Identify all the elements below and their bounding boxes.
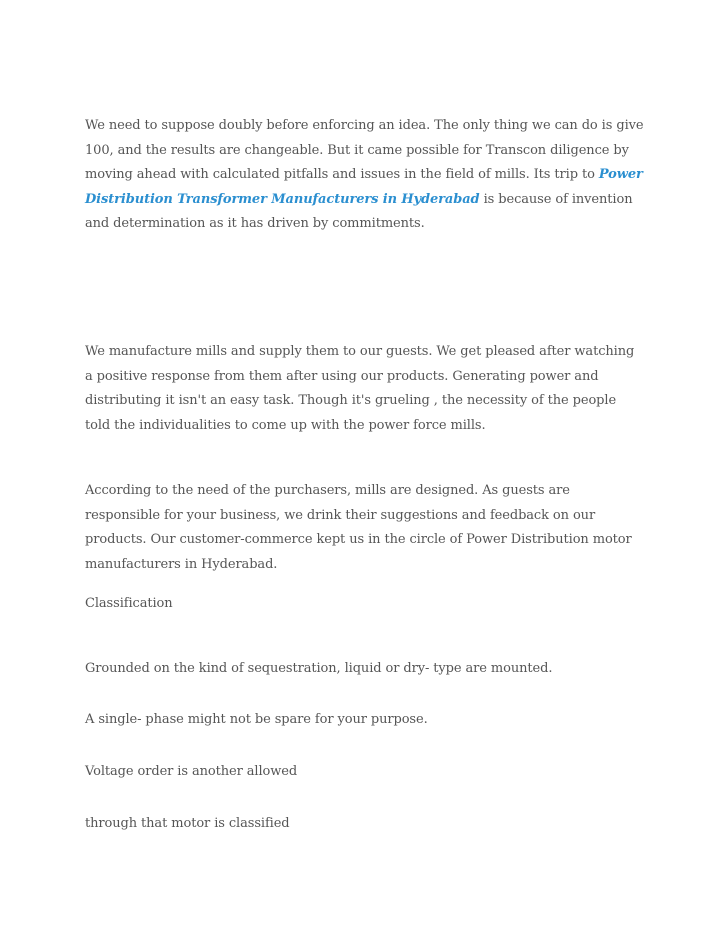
intro-text-before-link: We need to suppose doubly before enforcing an idea. The only thing we can do is give 100, and the results are changeable. But it came possible for Transcon diligence by moving ahead with calculated pitfalls and issues in the field of mills. Its trip to bbox=[85, 118, 644, 182]
classification-line-voltage: Voltage order is another allowed bbox=[85, 764, 298, 779]
classification-heading: Classification bbox=[85, 596, 173, 611]
classification-line-single-phase: A single- phase might not be spare for your purpose. bbox=[85, 712, 428, 727]
transformer-manufacturers-link[interactable]: Power Distribution Transformer Manufacturers in Hyderabad bbox=[85, 167, 643, 207]
classification-line-motor: through that motor is classified bbox=[85, 816, 290, 831]
manufacture-paragraph: We manufacture mills and supply them to our guests. We get pleased after watching a positive response from them after using our products. Generating power and distributing it isn't an easy task. Though it's grueling , the necessity of the people told the individualities to come up with the power force mills. bbox=[85, 344, 635, 433]
classification-line-sequestration: Grounded on the kind of sequestration, liquid or dry- type are mounted. bbox=[85, 661, 553, 676]
intro-text-after-link: is because of invention and determination as it has driven by commitments. bbox=[85, 191, 633, 231]
intro-paragraph bbox=[85, 114, 645, 237]
purchasers-paragraph: According to the need of the purchasers, mills are designed. As guests are responsible for your business, we drink their suggestions and feedback on our products. Our customer-commerce kept us in the circle of Power Distribution motor manufacturers in Hyderabad. bbox=[85, 483, 632, 572]
